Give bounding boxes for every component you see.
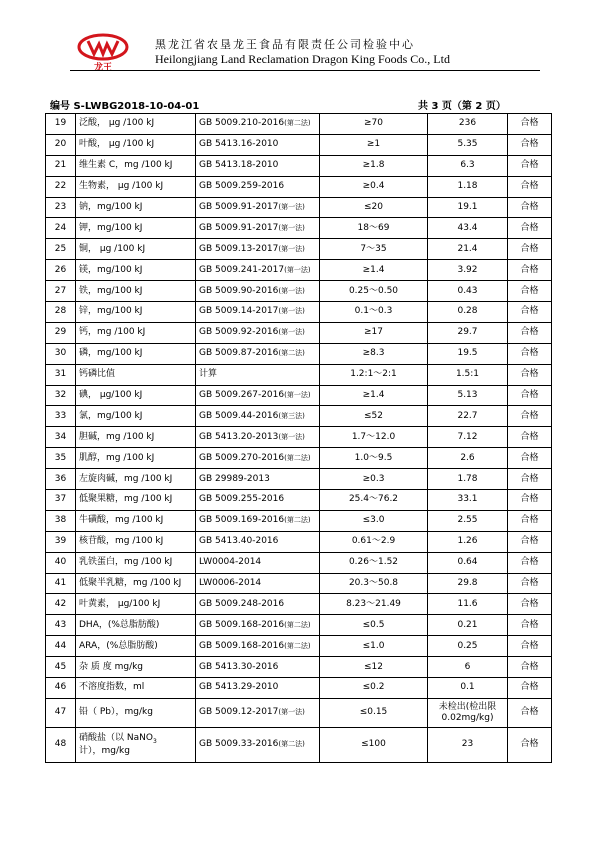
requirement: 1.0～9.5 — [320, 448, 428, 469]
judgement: 合格 — [508, 469, 552, 490]
row-number: 44 — [46, 636, 76, 657]
result — [428, 698, 508, 727]
method-standard: GB 5009.33-2016 — [199, 739, 279, 750]
row-number: 27 — [46, 281, 76, 302]
method-standard: LW0006-2014 — [199, 578, 262, 589]
table-row — [46, 427, 552, 448]
method-standard: GB 5009.90-2016 — [199, 285, 279, 296]
test-method — [196, 510, 320, 531]
method-standard: LW0004-2014 — [199, 557, 262, 568]
method-note: (第二法) — [284, 641, 311, 650]
method-standard: GB 5009.92-2016 — [199, 327, 279, 338]
method-standard: GB 5413.20-2013 — [199, 431, 279, 442]
judgement: 合格 — [508, 218, 552, 239]
method-standard: GB 5413.29-2010 — [199, 682, 279, 693]
result: 6 — [428, 657, 508, 678]
result: 0.28 — [428, 302, 508, 323]
judgement: 合格 — [508, 727, 552, 762]
requirement: 1.7～12.0 — [320, 427, 428, 448]
judgement: 合格 — [508, 239, 552, 260]
test-item: 钙磷比值 — [76, 364, 196, 385]
judgement: 合格 — [508, 698, 552, 727]
method-note: (第一法) — [278, 286, 305, 295]
row-number: 29 — [46, 322, 76, 343]
method-standard: GB 29989-2013 — [199, 473, 270, 484]
method-note: (第二法) — [284, 516, 311, 525]
result: 5.13 — [428, 385, 508, 406]
judgement: 合格 — [508, 176, 552, 197]
header-divider — [70, 70, 540, 71]
company-logo — [68, 32, 138, 72]
row-number: 31 — [46, 364, 76, 385]
test-item: 低聚果糖，mg /100 kJ — [76, 490, 196, 511]
test-method — [196, 343, 320, 364]
test-method — [196, 698, 320, 727]
result: 3.92 — [428, 260, 508, 281]
test-method — [196, 260, 320, 281]
test-item: 钙，mg /100 kJ — [76, 322, 196, 343]
row-number: 19 — [46, 114, 76, 135]
requirement: 8.23～21.49 — [320, 594, 428, 615]
requirement: ≥1.4 — [320, 385, 428, 406]
judgement: 合格 — [508, 448, 552, 469]
method-standard: GB 5009.210-2016 — [199, 118, 285, 129]
requirement: ≥1.4 — [320, 260, 428, 281]
table-row — [46, 155, 552, 176]
row-number: 35 — [46, 448, 76, 469]
test-item: 肌醇，mg /100 kJ — [76, 448, 196, 469]
table-row — [46, 448, 552, 469]
row-number: 47 — [46, 698, 76, 727]
method-standard: GB 5009.255-2016 — [199, 494, 285, 505]
test-method — [196, 134, 320, 155]
result: 23 — [428, 727, 508, 762]
test-method — [196, 322, 320, 343]
company-name-cn: 黑龙江省农垦龙王食品有限责任公司检验中心 — [155, 38, 415, 51]
requirement: ≥70 — [320, 114, 428, 135]
result: 22.7 — [428, 406, 508, 427]
method-note: (第一法) — [278, 244, 305, 253]
test-item: 低聚半乳糖，mg /100 kJ — [76, 573, 196, 594]
table-row — [46, 406, 552, 427]
requirement: ≥8.3 — [320, 343, 428, 364]
row-number: 37 — [46, 490, 76, 511]
page-count: 共 3 页（第 2 页） — [418, 101, 506, 112]
result: 43.4 — [428, 218, 508, 239]
judgement: 合格 — [508, 678, 552, 699]
result: 33.1 — [428, 490, 508, 511]
row-number: 36 — [46, 469, 76, 490]
method-standard: GB 5009.13-2017 — [199, 243, 279, 254]
test-item: 铜， μg /100 kJ — [76, 239, 196, 260]
test-item: 磷，mg/100 kJ — [76, 343, 196, 364]
table-row — [46, 469, 552, 490]
requirement: ≤100 — [320, 727, 428, 762]
results-table-tail — [46, 698, 552, 762]
row-number: 34 — [46, 427, 76, 448]
method-standard: GB 5009.12-2017 — [199, 707, 279, 718]
method-standard: GB 5009.270-2016 — [199, 452, 285, 463]
test-item: 铅（ Pb），mg/kg — [76, 698, 196, 727]
row-number: 30 — [46, 343, 76, 364]
requirement: ≥0.4 — [320, 176, 428, 197]
method-standard: GB 5413.18-2010 — [199, 160, 279, 171]
judgement: 合格 — [508, 531, 552, 552]
requirement: 0.25～0.50 — [320, 281, 428, 302]
test-item: 维生素 C，mg /100 kJ — [76, 155, 196, 176]
table-row — [46, 114, 552, 135]
table-row — [46, 385, 552, 406]
test-item: 不溶度指数，ml — [76, 678, 196, 699]
row-number: 33 — [46, 406, 76, 427]
requirement: ≥1 — [320, 134, 428, 155]
method-note: (第二法) — [284, 119, 311, 128]
method-standard: 计算 — [199, 369, 218, 380]
method-note: (第一法) — [278, 708, 305, 717]
judgement: 合格 — [508, 343, 552, 364]
judgement: 合格 — [508, 552, 552, 573]
judgement: 合格 — [508, 364, 552, 385]
row-number: 38 — [46, 510, 76, 531]
result: 19.1 — [428, 197, 508, 218]
result: 1.26 — [428, 531, 508, 552]
test-item: 碘， μg/100 kJ — [76, 385, 196, 406]
table-row — [46, 657, 552, 678]
test-item: 镁，mg/100 kJ — [76, 260, 196, 281]
table-row — [46, 573, 552, 594]
method-note: (第三法) — [278, 411, 305, 420]
judgement: 合格 — [508, 636, 552, 657]
requirement: 20.3～50.8 — [320, 573, 428, 594]
test-method — [196, 678, 320, 699]
table-row — [46, 281, 552, 302]
test-item: 核苷酸，mg /100 kJ — [76, 531, 196, 552]
logo-text: 龙王 — [93, 63, 113, 72]
result: 236 — [428, 114, 508, 135]
test-item: 钾，mg/100 kJ — [76, 218, 196, 239]
row-number: 45 — [46, 657, 76, 678]
item-line-1: 硝酸盐（以 NaNO — [79, 732, 153, 743]
method-note: (第一法) — [278, 432, 305, 441]
table-row — [46, 615, 552, 636]
method-standard: GB 5009.267-2016 — [199, 390, 285, 401]
company-name-en: Heilongjiang Land Reclamation Dragon King Foods Co., Ltd — [155, 52, 450, 66]
requirement: ≤3.0 — [320, 510, 428, 531]
method-note: (第一法) — [278, 307, 305, 316]
test-method — [196, 406, 320, 427]
table-row — [46, 594, 552, 615]
result-line-1: 未检出(检出限 — [438, 701, 497, 712]
row-number: 41 — [46, 573, 76, 594]
table-row — [46, 322, 552, 343]
requirement: ≥1.8 — [320, 155, 428, 176]
judgement: 合格 — [508, 510, 552, 531]
test-item: 牛磺酸，mg /100 kJ — [76, 510, 196, 531]
method-note: (第一法) — [278, 223, 305, 232]
method-standard: GB 5413.16-2010 — [199, 139, 279, 150]
test-method — [196, 364, 320, 385]
row-number: 21 — [46, 155, 76, 176]
judgement: 合格 — [508, 155, 552, 176]
method-standard: GB 5009.169-2016 — [199, 515, 285, 526]
test-method — [196, 239, 320, 260]
test-item: 生物素， μg /100 kJ — [76, 176, 196, 197]
test-item: 杂 质 度 mg/kg — [76, 657, 196, 678]
result: 1.18 — [428, 176, 508, 197]
method-note: (第一法) — [278, 328, 305, 337]
test-method — [196, 197, 320, 218]
test-method — [196, 469, 320, 490]
test-item: 氯，mg/100 kJ — [76, 406, 196, 427]
test-method — [196, 657, 320, 678]
method-note: (第二法) — [284, 620, 311, 629]
judgement: 合格 — [508, 594, 552, 615]
item-subscript: 3 — [152, 737, 157, 745]
test-method — [196, 636, 320, 657]
result: 29.7 — [428, 322, 508, 343]
requirement: ≤0.15 — [320, 698, 428, 727]
judgement: 合格 — [508, 114, 552, 135]
test-method — [196, 176, 320, 197]
test-item: 胆碱，mg /100 kJ — [76, 427, 196, 448]
result: 2.6 — [428, 448, 508, 469]
judgement: 合格 — [508, 197, 552, 218]
judgement: 合格 — [508, 615, 552, 636]
judgement: 合格 — [508, 427, 552, 448]
method-standard: GB 5009.91-2017 — [199, 202, 279, 212]
table-row — [46, 218, 552, 239]
result: 29.8 — [428, 573, 508, 594]
table-row — [46, 176, 552, 197]
judgement: 合格 — [508, 322, 552, 343]
test-method — [196, 385, 320, 406]
requirement: ≤52 — [320, 406, 428, 427]
judgement: 合格 — [508, 385, 552, 406]
judgement: 合格 — [508, 657, 552, 678]
test-method — [196, 114, 320, 135]
result: 0.1 — [428, 678, 508, 699]
test-item: 锌，mg/100 kJ — [76, 302, 196, 323]
requirement: ≥0.3 — [320, 469, 428, 490]
test-method — [196, 302, 320, 323]
test-method — [196, 218, 320, 239]
row-number: 25 — [46, 239, 76, 260]
method-standard: GB 5009.168-2016 — [199, 640, 285, 651]
judgement: 合格 — [508, 302, 552, 323]
method-standard: GB 5009.248-2016 — [199, 598, 285, 609]
test-item: 叶黄素， μg/100 kJ — [76, 594, 196, 615]
row-number: 46 — [46, 678, 76, 699]
method-standard: GB 5009.44-2016 — [199, 410, 279, 421]
result: 0.21 — [428, 615, 508, 636]
requirement: ≤0.2 — [320, 678, 428, 699]
requirement: 25.4～76.2 — [320, 490, 428, 511]
judgement: 合格 — [508, 490, 552, 511]
table-row — [46, 260, 552, 281]
test-method — [196, 155, 320, 176]
test-method — [196, 448, 320, 469]
method-standard: GB 5009.14-2017 — [199, 306, 279, 317]
requirement: ≤1.0 — [320, 636, 428, 657]
table-row — [46, 552, 552, 573]
row-number: 28 — [46, 302, 76, 323]
row-number: 26 — [46, 260, 76, 281]
requirement: ≤12 — [320, 657, 428, 678]
test-method — [196, 490, 320, 511]
method-standard: GB 5413.30-2016 — [199, 661, 279, 672]
test-method — [196, 552, 320, 573]
test-method — [196, 531, 320, 552]
method-note: (第一法) — [278, 203, 305, 211]
table-row — [46, 531, 552, 552]
result: 19.5 — [428, 343, 508, 364]
row-number: 20 — [46, 134, 76, 155]
method-standard: GB 5009.241-2017 — [199, 264, 285, 275]
test-item: 泛酸， μg /100 kJ — [76, 114, 196, 135]
test-method — [196, 427, 320, 448]
method-standard: GB 5009.91-2017 — [199, 222, 279, 233]
table-row — [46, 510, 552, 531]
method-note: (第二法) — [284, 453, 311, 462]
requirement: 18～69 — [320, 218, 428, 239]
result-line-2: 0.02mg/kg) — [441, 712, 494, 723]
requirement: 0.1～0.3 — [320, 302, 428, 323]
requirement: 7～35 — [320, 239, 428, 260]
row-number: 40 — [46, 552, 76, 573]
test-item — [76, 727, 196, 762]
test-item: 乳铁蛋白，mg /100 kJ — [76, 552, 196, 573]
test-item: 叶酸， μg /100 kJ — [76, 134, 196, 155]
table-row — [46, 343, 552, 364]
test-method — [196, 615, 320, 636]
test-method — [196, 573, 320, 594]
test-method — [196, 594, 320, 615]
table-row — [46, 678, 552, 699]
test-method — [196, 727, 320, 762]
document-number: 编号 S-LWBG2018-10-04-01 — [50, 101, 200, 112]
result: 0.25 — [428, 636, 508, 657]
judgement: 合格 — [508, 134, 552, 155]
results-table — [45, 113, 552, 763]
requirement: 1.2:1～2:1 — [320, 364, 428, 385]
results-table-body — [46, 114, 552, 699]
method-note: (第一法) — [284, 265, 311, 274]
result: 1.78 — [428, 469, 508, 490]
test-item: DHA，(%总脂肪酸) — [76, 615, 196, 636]
result: 5.35 — [428, 134, 508, 155]
judgement: 合格 — [508, 573, 552, 594]
result: 6.3 — [428, 155, 508, 176]
test-method — [196, 281, 320, 302]
table-row — [46, 302, 552, 323]
table-row — [46, 364, 552, 385]
method-note: (第一法) — [284, 391, 311, 400]
test-item: 左旋肉碱，mg /100 kJ — [76, 469, 196, 490]
requirement: ≤0.5 — [320, 615, 428, 636]
table-row — [46, 698, 552, 727]
result: 0.64 — [428, 552, 508, 573]
method-standard: GB 5009.87-2016 — [199, 348, 279, 359]
row-number: 48 — [46, 727, 76, 762]
requirement: 0.26～1.52 — [320, 552, 428, 573]
table-row — [46, 636, 552, 657]
item-line-2: 计），mg/kg — [79, 746, 130, 757]
table-row — [46, 490, 552, 511]
judgement: 合格 — [508, 281, 552, 302]
requirement: ≤20 — [320, 197, 428, 218]
row-number: 43 — [46, 615, 76, 636]
row-number: 42 — [46, 594, 76, 615]
method-note: (第二法) — [278, 349, 305, 358]
row-number: 24 — [46, 218, 76, 239]
test-item: 铁，mg/100 kJ — [76, 281, 196, 302]
method-standard: GB 5009.259-2016 — [199, 181, 285, 192]
row-number: 22 — [46, 176, 76, 197]
row-number: 39 — [46, 531, 76, 552]
judgement: 合格 — [508, 406, 552, 427]
row-number: 32 — [46, 385, 76, 406]
row-number: 23 — [46, 197, 76, 218]
table-row — [46, 727, 552, 762]
table-row — [46, 134, 552, 155]
judgement: 合格 — [508, 260, 552, 281]
result: 7.12 — [428, 427, 508, 448]
result: 11.6 — [428, 594, 508, 615]
test-item: 钠，mg/100 kJ — [76, 197, 196, 218]
table-row — [46, 197, 552, 218]
method-standard: GB 5009.168-2016 — [199, 619, 285, 630]
test-item: ARA，(%总脂肪酸) — [76, 636, 196, 657]
result: 21.4 — [428, 239, 508, 260]
method-standard: GB 5413.40-2016 — [199, 536, 279, 547]
result: 2.55 — [428, 510, 508, 531]
result: 1.5:1 — [428, 364, 508, 385]
requirement: 0.61～2.9 — [320, 531, 428, 552]
result: 0.43 — [428, 281, 508, 302]
method-note: (第二法) — [278, 740, 305, 749]
table-row — [46, 239, 552, 260]
requirement: ≥17 — [320, 322, 428, 343]
